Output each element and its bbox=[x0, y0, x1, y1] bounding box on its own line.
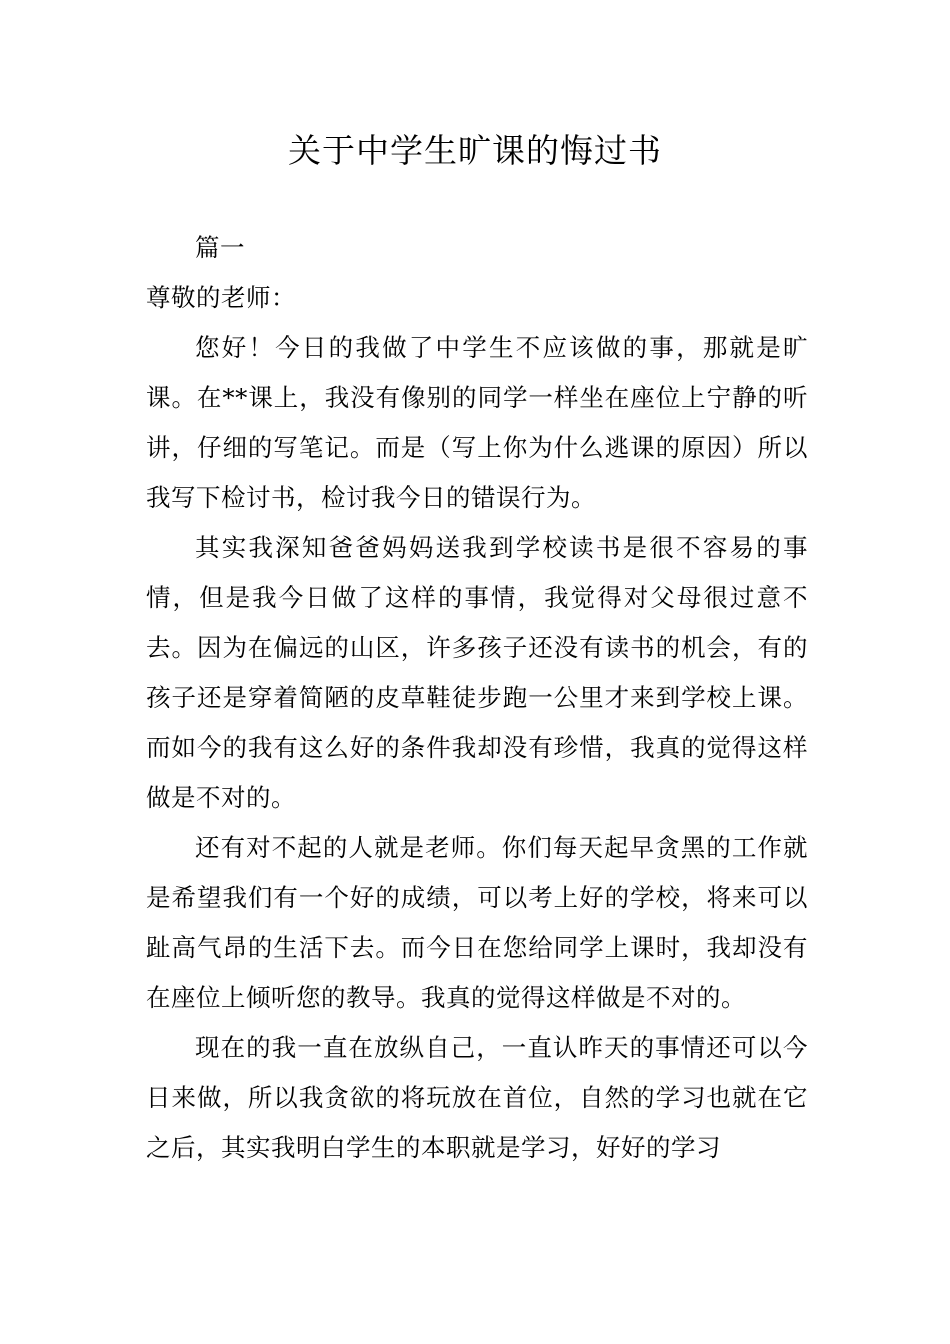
salutation: 尊敬的老师： bbox=[146, 283, 296, 312]
document-body bbox=[146, 223, 808, 1173]
paragraph-1: 您好！今日的我做了中学生不应该做的事，那就是旷课。在**课上，我没有像别的同学一样坐在座位上宁静的听讲，仔细的写笔记。而是（写上你为什么逃课的原因）所以我写下检讨书，检讨我今日的错误行为。 bbox=[146, 333, 808, 512]
section-label: 篇一 bbox=[195, 233, 245, 262]
document-title: 关于中学生旷课的悔过书 bbox=[288, 131, 662, 170]
paragraph-2: 其实我深知爸爸妈妈送我到学校读书是很不容易的事情，但是我今日做了这样的事情，我觉得对父母很过意不去。因为在偏远的山区，许多孩子还没有读书的机会，有的孩子还是穿着简陋的皮草鞋徒步跑一公里才来到学校上课。而如今的我有这么好的条件我却没有珍惜，我真的觉得这样做是不对的。 bbox=[146, 533, 808, 812]
paragraph-4: 现在的我一直在放纵自己，一直认昨天的事情还可以今日来做，所以我贪欲的将玩放在首位，自然的学习也就在它之后，其实我明白学生的本职就是学习，好好的学习 bbox=[146, 1033, 808, 1162]
paragraph-3: 还有对不起的人就是老师。你们每天起早贪黑的工作就是希望我们有一个好的成绩，可以考上好的学校，将来可以趾高气昂的生活下去。而今日在您给同学上课时，我却没有在座位上倾听您的教导。我真的觉得这样做是不对的。 bbox=[146, 833, 808, 1012]
